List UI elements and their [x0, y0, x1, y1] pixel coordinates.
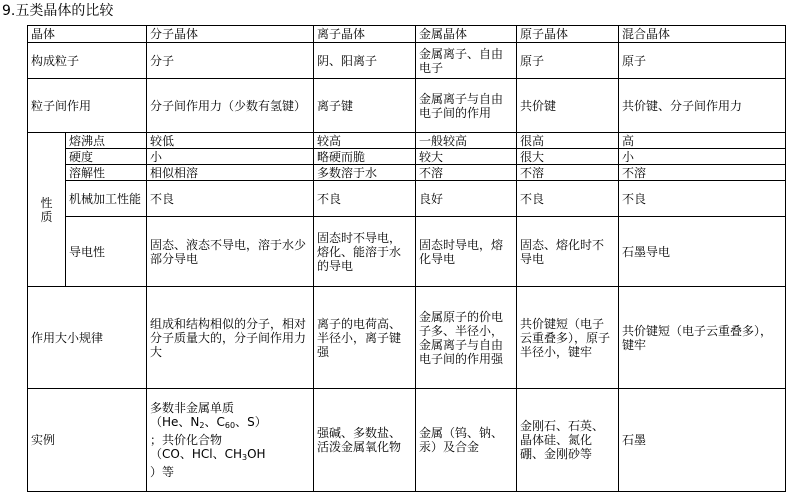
row-label: 熔沸点 [66, 133, 147, 149]
table-cell: 金属（钨、钠、汞）及合金 [416, 389, 517, 492]
table-cell: 离子键 [314, 79, 416, 133]
properties-label-char: 性 [40, 195, 53, 210]
table-cell: 一般较高 [416, 133, 517, 149]
row-label: 硬度 [66, 149, 147, 165]
table-cell: 较大 [416, 149, 517, 165]
header-row [28, 26, 786, 43]
properties-group-label [28, 133, 66, 287]
table-cell: 金刚石、石英、晶体硅、氮化硼、金刚砂等 [517, 389, 619, 492]
table-cell: 较高 [314, 133, 416, 149]
table-cell: 很高 [517, 133, 619, 149]
table-row-strength [28, 287, 786, 389]
table-cell: 相似相溶 [147, 165, 314, 181]
table-cell: 强碱、多数盐、活泼金属氧化物 [314, 389, 416, 492]
formula-he-n: （He、N [150, 415, 200, 429]
table-cell: 小 [619, 149, 786, 165]
table-cell: 固态时不导电，熔化、能溶于水的导电 [314, 217, 416, 287]
table-cell: 离子的电荷高、半径小，离子键强 [314, 287, 416, 389]
header-cell-molecular: 分子晶体 [147, 26, 314, 43]
crystal-comparison-table [27, 25, 786, 492]
example-text: ）等 [150, 465, 175, 479]
table-cell: 较低 [147, 133, 314, 149]
table-row-melting [28, 133, 786, 149]
formula-s: 、S） [235, 415, 267, 429]
table-row-machinability [28, 181, 786, 217]
table-cell: 不良 [147, 181, 314, 217]
table-cell: 共价键短（电子云重叠多），键牢 [619, 287, 786, 389]
table-cell: 分子间作用力（少数有氢键） [147, 79, 314, 133]
table-cell: 金属原子的价电子多、半径小，金属离子与自由电子间的作用强 [416, 287, 517, 389]
row-label: 机械加工性能 [66, 181, 147, 217]
header-cell-metallic: 金属晶体 [416, 26, 517, 43]
table-cell: 不溶 [619, 165, 786, 181]
section-title: 9.五类晶体的比较 [2, 3, 114, 19]
table-cell: 多数溶于水 [314, 165, 416, 181]
table-cell: 阴、阳离子 [314, 43, 416, 79]
header-cell-ionic: 离子晶体 [314, 26, 416, 43]
table-cell: 不良 [619, 181, 786, 217]
table-cell: 共价键、分子间作用力 [619, 79, 786, 133]
row-label: 作用大小规律 [28, 287, 147, 389]
formula-c: 、C [204, 415, 225, 429]
table-cell: 不良 [517, 181, 619, 217]
table-row-examples [28, 389, 786, 492]
table-cell: 小 [147, 149, 314, 165]
example-text: 多数非金属单质 [150, 401, 235, 415]
table-row-interaction [28, 79, 786, 133]
table-cell: 不溶 [517, 165, 619, 181]
table-cell: 固态时导电，熔化导电 [416, 217, 517, 287]
row-label: 构成粒子 [28, 43, 147, 79]
table-cell: 不良 [314, 181, 416, 217]
table-cell: 高 [619, 133, 786, 149]
table-cell: 不溶 [416, 165, 517, 181]
table-cell: 固态、熔化时不导电 [517, 217, 619, 287]
row-label: 实例 [28, 389, 147, 492]
table-cell: 石墨导电 [619, 217, 786, 287]
subscript: 2 [199, 421, 205, 430]
table-row-solubility [28, 165, 786, 181]
table-cell: 共价键 [517, 79, 619, 133]
table-cell: 略硬而脆 [314, 149, 416, 165]
table-cell: 良好 [416, 181, 517, 217]
table-cell: 很大 [517, 149, 619, 165]
table-cell-molecular-examples [147, 389, 314, 492]
header-cell-atomic: 原子晶体 [517, 26, 619, 43]
table-cell: 原子 [517, 43, 619, 79]
header-cell-crystal: 晶体 [28, 26, 147, 43]
table-cell: 分子 [147, 43, 314, 79]
example-text: ；共价化合物 [150, 433, 223, 447]
formula-oh: OH [247, 447, 266, 461]
table-cell: 金属离子与自由电子间的作用 [416, 79, 517, 133]
subscript: 60 [224, 421, 236, 430]
row-label: 导电性 [66, 217, 147, 287]
properties-label-char: 质 [40, 209, 53, 224]
formula-co-ch: （CO、HCl、CH [150, 447, 242, 461]
table-row-particles [28, 43, 786, 79]
row-label: 粒子间作用 [28, 79, 147, 133]
table-cell: 金属离子、自由电子 [416, 43, 517, 79]
row-label: 溶解性 [66, 165, 147, 181]
table-cell: 共价键短（电子云重叠多），原子半径小，键牢 [517, 287, 619, 389]
subscript: 3 [241, 453, 248, 462]
header-cell-mixed: 混合晶体 [619, 26, 786, 43]
table-row-hardness [28, 149, 786, 165]
table-cell: 固态、液态不导电，溶于水少部分导电 [147, 217, 314, 287]
table-cell: 原子 [619, 43, 786, 79]
table-cell: 组成和结构相似的分子，相对分子质量大的，分子间作用力大 [147, 287, 314, 389]
table-row-conductivity [28, 217, 786, 287]
table-cell: 石墨 [619, 389, 786, 492]
